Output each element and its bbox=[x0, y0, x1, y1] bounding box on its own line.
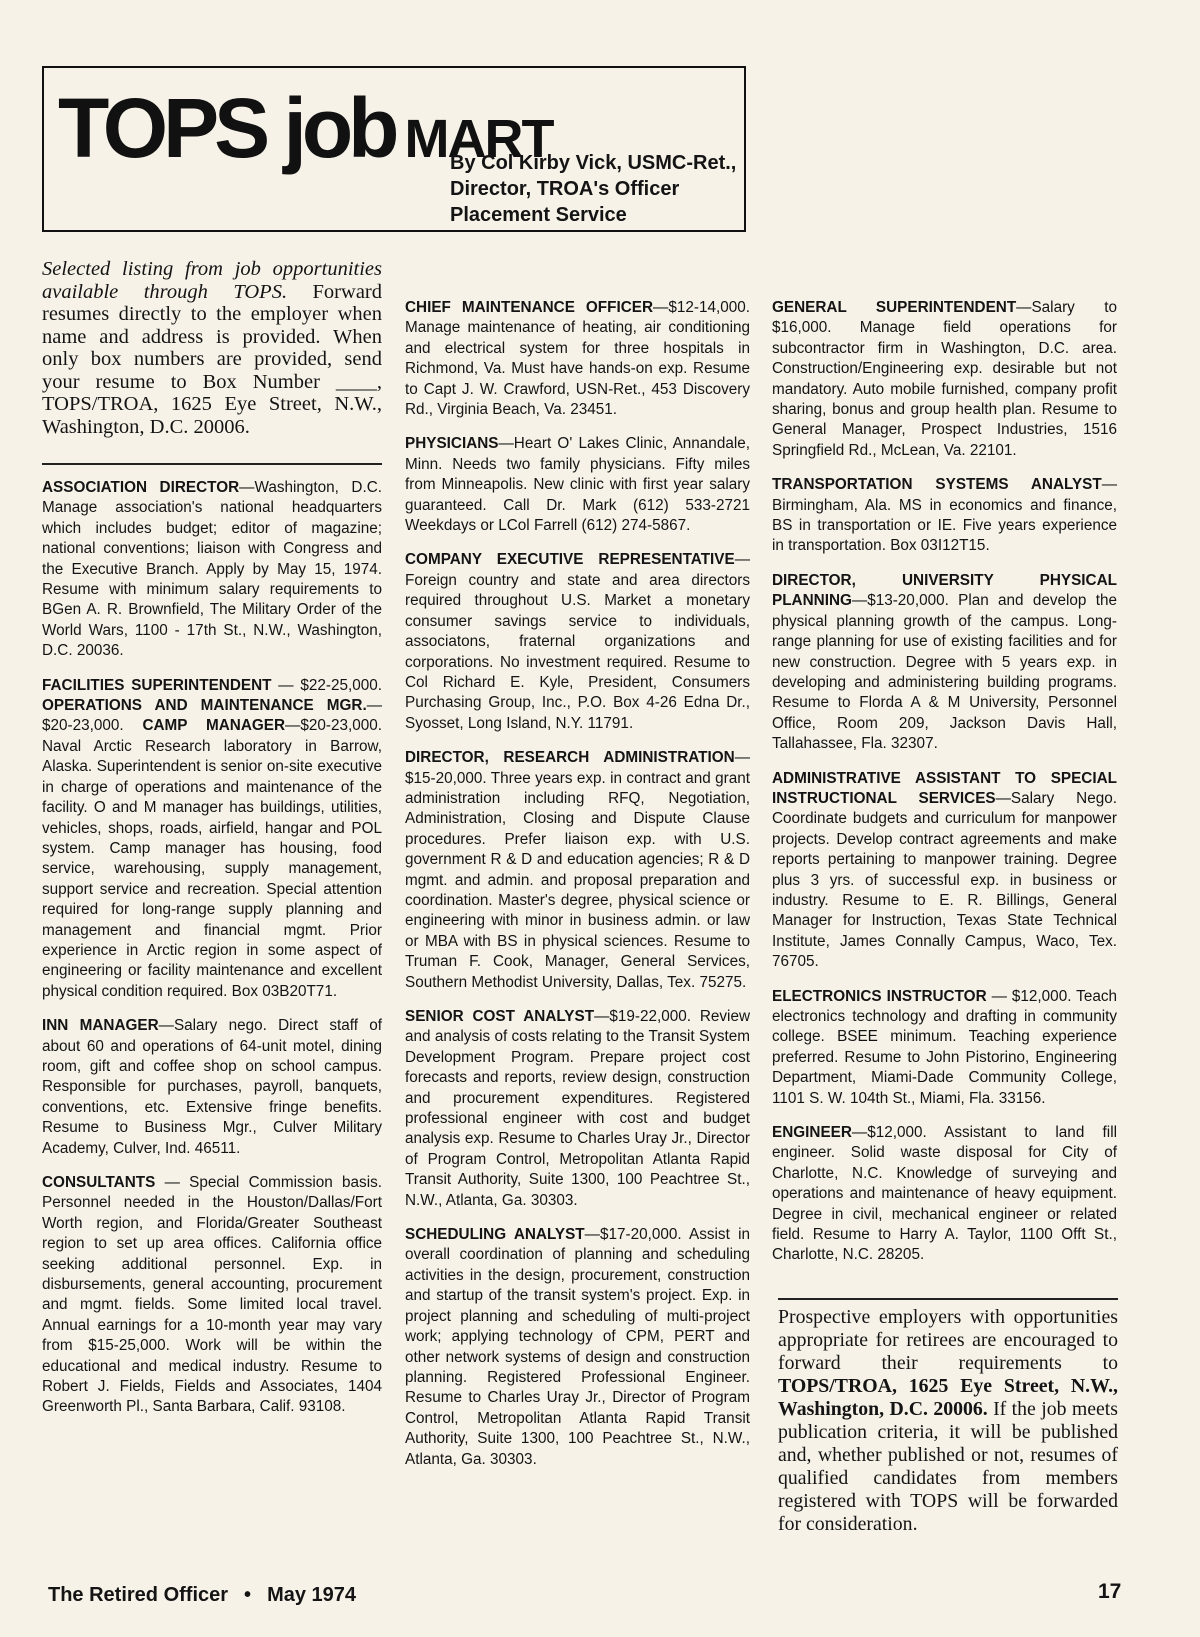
listing-text: —Salary Nego. Coordinate budgets and curriculum for manpower projects. Develop contract agreements and make reports pertaining to manpower training. Degree plus 3 yrs. of successful exp. in business or industry. Resume to E. R. Billings, General Manager for Instruction, Texas State Technical Institute, James Connally Campus, Waco, Tex. 76705. bbox=[772, 789, 1117, 971]
listing-text: — Special Commission basis. Personnel needed in the Houston/Dallas/Fort Worth region, and Florida/Greater Southeast region to set up area offices. California office seeking additional personnel. Exp. in disbursements, general accounting, procurement and mgmt. fields. Some limited local travel. Annual earnings for a 10-month year may vary from $15-25,000. Work will be within the educational and medical industry. Resume to Robert J. Fields, Fields and Associates, 1404 Greenworth Pl., Santa Barbara, Calif. 93108. bbox=[42, 1174, 382, 1416]
listing-text: —Heart O' Lakes Clinic, Annandale, Minn. Needs two family physicians. Fifty miles from Minneapolis. New clinic with first year salary guaranteed. Call Dr. Mark (612) 533-2721 Weekdays or LCol Farrell (612) 274-5867. bbox=[405, 435, 750, 535]
closing-text: If the job meets publication criteria, it will be published and, whether published or not, resumes of qualified candidates from members registered with TOPS will be forwarded for consideration. bbox=[778, 1398, 1118, 1535]
listing-title: CAMP MANAGER bbox=[142, 717, 286, 735]
footer-date: May 1974 bbox=[267, 1584, 357, 1606]
listing-association-director bbox=[42, 478, 382, 662]
listings-column-2 bbox=[405, 298, 750, 1484]
closing-address: TOPS/TROA, 1625 Eye Street, N.W., Washington, D.C. 20006. bbox=[778, 1375, 1118, 1420]
title-tops-job: TOPS job bbox=[58, 81, 395, 175]
closing-text: Prospective employers with opportunities appropriate for retirees are encouraged to forward their requirements to bbox=[778, 1306, 1118, 1374]
listing-title: SENIOR COST ANALYST bbox=[405, 1008, 595, 1025]
closing-paragraph bbox=[778, 1306, 1118, 1536]
listing-title: ELECTRONICS INSTRUCTOR bbox=[772, 987, 987, 1005]
listing-chief-maintenance-officer bbox=[405, 298, 750, 420]
listings-column-3 bbox=[772, 298, 1117, 1280]
listing-text: — $12,000. Teach electronics technology and drafting in community college. BSEE minimum. Teaching experience preferred. Resume to John Pistorino, Engineering Department, Miami-Dade Community College, 1101 S. W. 104th St., Miami, Fla. 33156. bbox=[772, 987, 1117, 1107]
listing-title: CONSULTANTS bbox=[42, 1174, 156, 1191]
listing-title: FACILITIES SUPERINTENDENT bbox=[42, 676, 272, 694]
listing-title: DIRECTOR, RESEARCH ADMINISTRATION bbox=[405, 749, 735, 767]
closing-divider bbox=[778, 1298, 1118, 1300]
footer bbox=[48, 1584, 356, 1607]
listing-text: —$17-20,000. Assist in overall coordination of planning and scheduling activities in the design, procurement, construction and startup of the transit system's project. Exp. in project planning and scheduling of multi-project work; applying technology of CPM, PERT and other network systems of design and construction planning. Registered Professional Engineer. Resume to Charles Uray Jr., Director of Program Control, Metropolitan Atlanta Rapid Transit Authority, Suite 1300, 100 Peachtree St., N.W., Atlanta, Ga. 30303. bbox=[405, 1226, 750, 1468]
byline-line-2: Director, TROA's Officer bbox=[450, 178, 680, 200]
listing-facilities-superintendent bbox=[42, 676, 382, 1003]
listing-title: CHIEF MAINTENANCE OFFICER bbox=[405, 299, 654, 316]
listing-text: —Foreign country and state and area directors required throughout U.S. Market a monetary consumer savings service to individuals, associatons, fraternal organizations and corporations. No investment required. Resume to Col Richard E. Kyle, President, Consumers Purchasing Group, Inc., P.O. Box 4-26 Edna Dr., Syosset, Long Island, N.Y. 11791. bbox=[405, 551, 750, 732]
listing-title: PHYSICIANS bbox=[405, 435, 499, 453]
intro-italic: Selected listing from job opportunities available through TOPS. bbox=[42, 258, 382, 303]
listing-electronics-instructor bbox=[772, 987, 1117, 1109]
listing-title: GENERAL SUPERINTENDENT bbox=[772, 299, 1017, 316]
listing-text: —Salary to $16,000. Manage field operations for subcontractor firm in Washington, D.C. area. Construction/Engineering exp. desirable but not mandatory. Auto mobile furnished, company profit sharing, bonus and group health plan. Resume to General Manager, Prospect Industries, 1516 Springfield Rd., McLean, Va. 22101. bbox=[772, 299, 1117, 459]
listing-consultants bbox=[42, 1173, 382, 1418]
listing-physicians bbox=[405, 434, 750, 536]
byline-line-3: Placement Service bbox=[450, 204, 627, 226]
listing-text: —Washington, D.C. Manage association's national headquarters which includes budget; editor of magazine; national conventions; liaison with Congress and the Executive Branch. Apply by May 15, 1974. Resume with minimum salary requirements to BGen A. R. Brownfield, The Military Order of the World Wars, 1100 - 17th St., N.W., Washington, D.C. 20036. bbox=[42, 479, 382, 660]
listing-title: TRANSPORTATION SYSTEMS ANALYST bbox=[772, 476, 1102, 494]
listing-inn-manager bbox=[42, 1016, 382, 1159]
listing-general-superintendent bbox=[772, 298, 1117, 461]
listing-text: —$20-23,000. Naval Arctic Research laboratory in Barrow, Alaska. Superintendent is senior on-site executive in charge of operations and maintenance of the facility. O and M manager has buildings, utilities, vehicles, shops, roads, airfield, hangar and POL system. Camp manager has housing, food service, warehousing, supply management, support service and recreation. Special attention required for long-range supply planning and management and financial mgmt. Prior experience in Arctic region in some aspect of engineering or facility maintenance and excellent physical condition required. Box 03B20T71. bbox=[42, 717, 382, 1000]
listing-text: —$12,000. Assistant to land fill engineer. Solid waste disposal for City of Charlotte, N.C. Knowledge of surveying and operations and maintenance of heavy equipment. Degree in civil, mechanical engineer or related field. Resume to Harry A. Taylor, 1100 Offt St., Charlotte, N.C. 28205. bbox=[772, 1124, 1117, 1264]
listing-title: SCHEDULING ANALYST bbox=[405, 1226, 585, 1244]
intro-paragraph bbox=[42, 258, 382, 438]
listing-title: ASSOCIATION DIRECTOR bbox=[42, 479, 240, 496]
listing-text: —Salary nego. Direct staff of about 60 and operations of 64-unit motel, dining room, gift and coffee shop on school campus. Responsible for purchases, payroll, banquets, conventions, etc. Extensive fringe benefits. Resume to Business Mgr., Culver Military Academy, Culver, Ind. 46511. bbox=[42, 1017, 382, 1157]
listing-text: —$12-14,000. Manage maintenance of heating, air conditioning and electrical system for three hospitals in Richmond, Va. Must have hands-on exp. Resume to Capt J. W. Crawford, USN-Ret., 453 Discovery Rd., Virginia Beach, Va. 23451. bbox=[405, 299, 750, 419]
listing-scheduling-analyst bbox=[405, 1225, 750, 1470]
listing-text: —$19-22,000. Review and analysis of costs relating to the Transit System Development Program. Prepare project cost forecasts and reports, review design, construction and procurement expenditures. Registered professional engineer with cost and budget analysis exp. Resume to Charles Uray Jr., Director of Program Control, Metropolitan Atlanta Rapid Transit Authority, Suite 1300, 100 Peachtree St., N.W., Atlanta, Ga. 30303. bbox=[405, 1008, 750, 1209]
listing-title: OPERATIONS AND MAINTENANCE MGR. bbox=[42, 697, 367, 715]
intro-body: Forward resumes directly to the employer when name and address is provided. When only box numbers are provided, send your resume to Box Number ____, TOPS/TROA, 1625 Eye Street, N.W., Washington, D.C. 20006. bbox=[42, 280, 382, 438]
listing-director-research-administration bbox=[405, 748, 750, 993]
listing-text: —Birmingham, Ala. MS in economics and finance, BS in transportation or IE. Five years experience in transportation. Box 03I12T15. bbox=[772, 476, 1117, 555]
footer-separator: • bbox=[244, 1584, 252, 1606]
listing-title: ADMINISTRATIVE ASSISTANT TO SPECIAL INSTRUCTIONAL SERVICES bbox=[772, 769, 1117, 807]
listing-engineer bbox=[772, 1123, 1117, 1266]
footer-publication: The Retired Officer bbox=[48, 1584, 229, 1606]
masthead-box bbox=[42, 66, 746, 232]
page-number: 17 bbox=[1098, 1580, 1122, 1603]
listing-text: —$15-20,000. Three years exp. in contract and grant administration including RFQ, Negotiation, Administration, Closing and Dispute Clause procedures. Prefer liaison exp. with U.S. government R & D and education agencies; R & D mgmt. and admin. and proposal preparation and coordination. Master's degree, physical science or engineering with minor in business admin. or law or MBA with BS in physical sciences. Resume to Truman F. Cook, Manager, General Services, Southern Methodist University, Dallas, Tex. 75275. bbox=[405, 749, 750, 991]
listing-transportation-systems-analyst bbox=[772, 475, 1117, 557]
listing-administrative-assistant bbox=[772, 769, 1117, 973]
listing-text: —$20-23,000. bbox=[42, 697, 382, 735]
byline bbox=[450, 150, 736, 228]
listings-column-1 bbox=[42, 478, 382, 1432]
listing-title: INN MANAGER bbox=[42, 1017, 159, 1035]
listing-company-executive-representative bbox=[405, 550, 750, 734]
byline-line-1: By Col Kirby Vick, USMC-Ret., bbox=[450, 152, 737, 174]
listing-director-university-physical-planning bbox=[772, 571, 1117, 755]
listing-text: — $22-25,000. bbox=[271, 676, 383, 694]
listing-title: ENGINEER bbox=[772, 1124, 852, 1142]
listing-title: COMPANY EXECUTIVE REPRESENTATIVE bbox=[405, 551, 735, 569]
intro-divider bbox=[42, 463, 382, 465]
title-mart: MART bbox=[404, 109, 553, 169]
listing-text: —$13-20,000. Plan and develop the physical planning growth of the campus. Long-range planning for use of existing facilities and for new construction. Degree with 5 years exp. in developing and administering building programs. Resume to Florda A & M University, Personnel Office, Room 209, Jackson Davis Hall, Tallahassee, Fla. 32307. bbox=[772, 592, 1117, 753]
listing-senior-cost-analyst bbox=[405, 1007, 750, 1211]
listing-title: DIRECTOR, UNIVERSITY PHYSICAL PLANNING bbox=[772, 571, 1117, 610]
